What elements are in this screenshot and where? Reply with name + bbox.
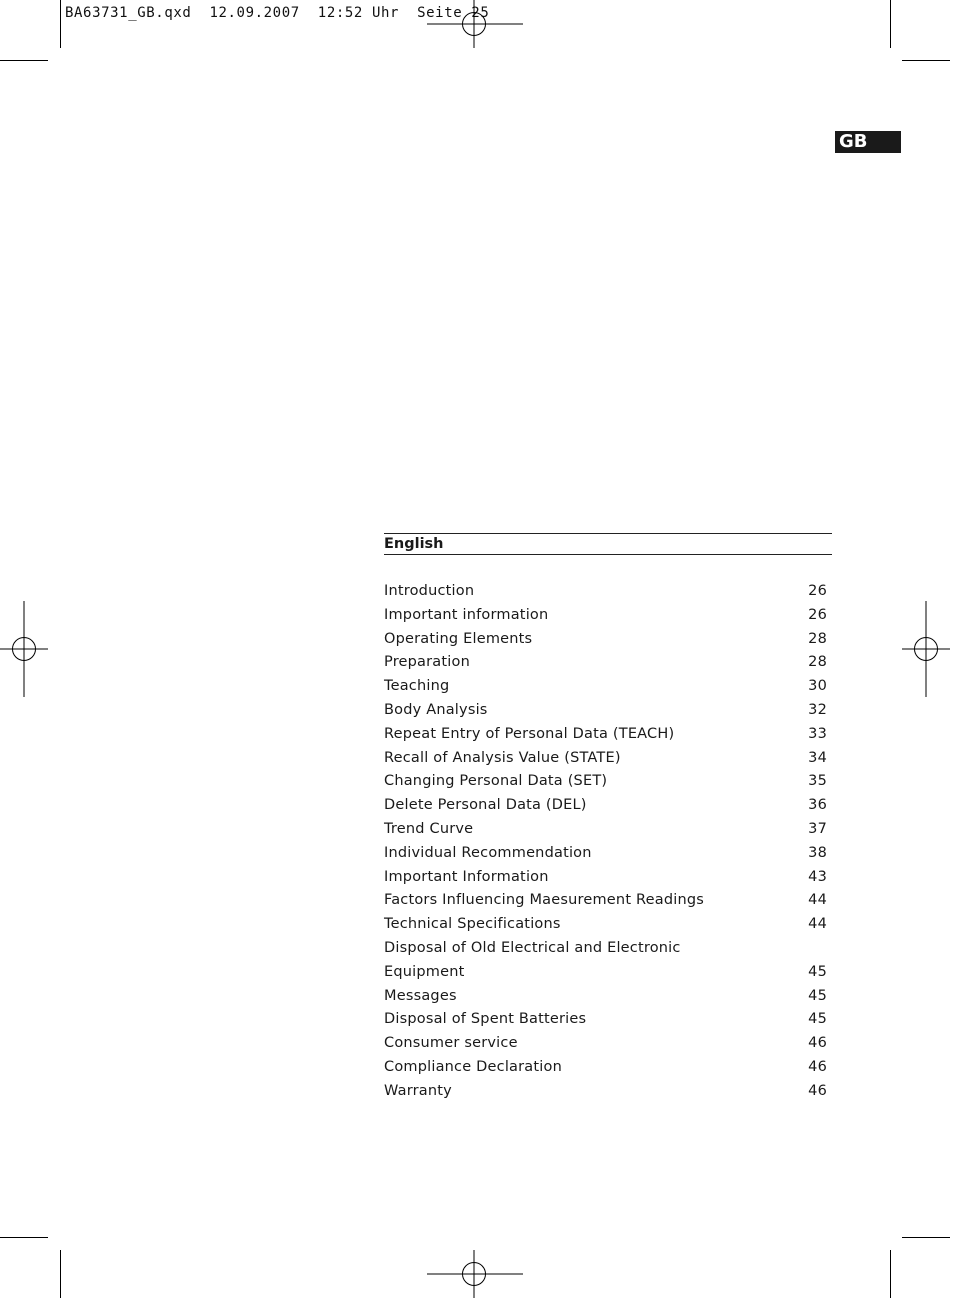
toc-item-page: 43 bbox=[808, 868, 827, 885]
crop-mark-top-left-horizontal bbox=[0, 60, 48, 61]
crop-mark-bottom-right-vertical bbox=[890, 1250, 891, 1298]
toc-item-title: Technical Specifications bbox=[384, 916, 561, 933]
toc-item-page: 30 bbox=[808, 678, 827, 695]
toc-item bbox=[384, 651, 832, 675]
toc-item bbox=[384, 1032, 832, 1056]
registration-mark-left-icon bbox=[0, 601, 48, 697]
registration-mark-top-icon bbox=[426, 0, 524, 48]
toc-item bbox=[384, 1008, 832, 1032]
toc-item bbox=[384, 747, 832, 771]
toc-item-page: 28 bbox=[808, 630, 827, 647]
toc-item bbox=[384, 889, 832, 913]
toc-item-title: Consumer service bbox=[384, 1035, 518, 1052]
toc-item-title: Delete Personal Data (DEL) bbox=[384, 797, 587, 814]
toc-item-page: 38 bbox=[808, 844, 827, 861]
toc-item bbox=[384, 699, 832, 723]
toc-item-title: Compliance Declaration bbox=[384, 1058, 562, 1075]
toc-item bbox=[384, 818, 832, 842]
toc-item-title: Introduction bbox=[384, 583, 475, 599]
toc-item-title: Recall of Analysis Value (STATE) bbox=[384, 749, 621, 766]
toc-item bbox=[384, 675, 832, 699]
toc-item bbox=[384, 985, 832, 1009]
toc-item-page: 33 bbox=[808, 725, 827, 742]
toc-item-title: Trend Curve bbox=[384, 820, 474, 837]
toc-item-title: Changing Personal Data (SET) bbox=[384, 773, 608, 790]
registration-mark-bottom-icon bbox=[426, 1250, 524, 1298]
toc-item bbox=[384, 770, 832, 794]
toc-item-page: 45 bbox=[808, 987, 827, 1004]
toc-item bbox=[384, 1056, 832, 1080]
registration-mark-right-icon bbox=[902, 601, 950, 697]
toc-item-title: Teaching bbox=[384, 678, 450, 695]
toc-list bbox=[384, 580, 832, 1104]
toc-item-page: 26 bbox=[808, 583, 827, 599]
toc-item-page: 45 bbox=[808, 1011, 827, 1028]
toc-item-title: Disposal of Spent Batteries bbox=[384, 1011, 587, 1028]
toc-item-title: Equipment bbox=[384, 963, 465, 980]
toc-item bbox=[384, 866, 832, 890]
toc-item bbox=[384, 723, 832, 747]
toc-item-title: Disposal of Old Electrical and Electronic bbox=[384, 939, 681, 956]
crop-mark-top-right-horizontal bbox=[902, 60, 950, 61]
toc-item bbox=[384, 628, 832, 652]
toc-item-page: 34 bbox=[808, 749, 827, 766]
toc-item-page: 45 bbox=[808, 963, 827, 980]
toc-item-page: 46 bbox=[808, 1035, 827, 1052]
toc-item-title: Repeat Entry of Personal Data (TEACH) bbox=[384, 725, 675, 742]
crop-mark-bottom-left-vertical bbox=[60, 1250, 61, 1298]
language-badge: GB bbox=[835, 131, 901, 153]
toc-item-page: 26 bbox=[808, 606, 827, 623]
toc-item-title: Important information bbox=[384, 606, 549, 623]
toc-item-title: Individual Recommendation bbox=[384, 844, 592, 861]
toc-item-title: Body Analysis bbox=[384, 701, 488, 718]
print-slug: BA63731_GB.qxd 12.09.2007 12:52 Uhr Seite 25 bbox=[65, 5, 490, 21]
toc-item-title: Warranty bbox=[384, 1082, 452, 1099]
toc-item-page: 35 bbox=[808, 773, 827, 790]
toc-heading: English bbox=[384, 533, 832, 555]
toc-item-page: 28 bbox=[808, 654, 827, 671]
toc-item bbox=[384, 961, 832, 985]
table-of-contents bbox=[384, 533, 832, 1104]
toc-item-page: 36 bbox=[808, 797, 827, 814]
crop-mark-bottom-right-horizontal bbox=[902, 1237, 950, 1238]
toc-item-title: Factors Influencing Maesurement Readings bbox=[384, 892, 705, 909]
crop-mark-bottom-left-horizontal bbox=[0, 1237, 48, 1238]
toc-item-title: Preparation bbox=[384, 654, 470, 671]
toc-item-title: Operating Elements bbox=[384, 630, 533, 647]
crop-mark-top-right-vertical bbox=[890, 0, 891, 48]
toc-item-page: 46 bbox=[808, 1082, 827, 1099]
toc-item bbox=[384, 937, 832, 961]
crop-mark-top-left-vertical bbox=[60, 0, 61, 48]
toc-item-title: Important Information bbox=[384, 868, 549, 885]
toc-item-page: 44 bbox=[808, 892, 827, 909]
toc-item-title: Messages bbox=[384, 987, 457, 1004]
toc-item bbox=[384, 1080, 832, 1104]
toc-item-page: 44 bbox=[808, 916, 827, 933]
toc-item bbox=[384, 913, 832, 937]
toc-item bbox=[384, 604, 832, 628]
toc-item bbox=[384, 580, 832, 604]
toc-item bbox=[384, 794, 832, 818]
toc-item-page: 32 bbox=[808, 701, 827, 718]
toc-item-page: 46 bbox=[808, 1058, 827, 1075]
toc-item-page: 37 bbox=[808, 820, 827, 837]
toc-item bbox=[384, 842, 832, 866]
